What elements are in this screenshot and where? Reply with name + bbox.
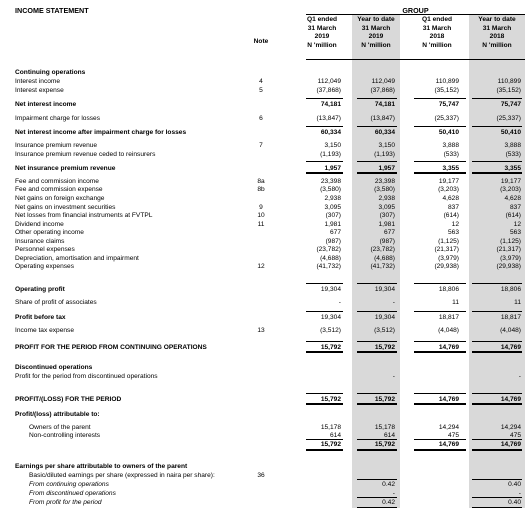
row-value: 14,769 xyxy=(438,441,459,448)
column-header-line: 2019 xyxy=(314,33,330,40)
row-value: 15,792 xyxy=(374,441,395,448)
row-label: Non-controlling interests xyxy=(29,432,101,439)
total-underline xyxy=(472,98,522,99)
row-value: (3,203) xyxy=(438,186,459,193)
row-value: - xyxy=(392,373,395,380)
row-label: Continuing operations xyxy=(15,69,86,76)
row-label: Profit for the period from discontinued operations xyxy=(15,373,158,380)
row-value: (3,979) xyxy=(500,255,521,262)
row-value: 18,817 xyxy=(438,314,459,321)
table-row xyxy=(0,245,526,254)
table-row xyxy=(0,211,526,220)
table-row xyxy=(0,462,526,471)
row-note: 8b xyxy=(257,186,265,193)
total-underline xyxy=(306,172,343,174)
total-underline xyxy=(472,172,522,174)
row-label: Net interest income xyxy=(15,101,77,108)
table-row xyxy=(0,262,526,271)
table-row xyxy=(0,440,526,449)
row-value: (3,979) xyxy=(438,255,459,262)
total-underline xyxy=(357,172,397,174)
row-label: Net insurance premium revenue xyxy=(15,165,116,172)
row-value: 3,150 xyxy=(378,142,395,149)
row-value: (25,337) xyxy=(434,115,459,122)
row-value: 15,792 xyxy=(320,441,341,448)
total-underline xyxy=(472,311,522,312)
row-label: PROFIT/(LOSS) FOR THE PERIOD xyxy=(15,396,122,403)
column-header-line: N 'million xyxy=(422,41,452,49)
row-value: 110,899 xyxy=(435,78,459,85)
row-value: 2,938 xyxy=(324,195,341,202)
row-value: 3,095 xyxy=(324,204,341,211)
row-value: (41,732) xyxy=(316,263,341,270)
column-header-line: 2018 xyxy=(489,33,505,40)
row-note: 12 xyxy=(257,263,265,270)
row-value: 12 xyxy=(513,221,521,228)
row-label: Basic/diluted earnings per share (expressed in naira per share): xyxy=(29,472,215,479)
row-value: 0.40 xyxy=(508,499,521,506)
row-value: 563 xyxy=(509,229,521,236)
total-underline xyxy=(357,341,397,342)
total-underline xyxy=(414,126,466,127)
row-value: 60,334 xyxy=(320,129,341,136)
row-label: From continuing operations xyxy=(29,481,109,488)
row-value: (25,337) xyxy=(496,115,521,122)
total-underline xyxy=(414,172,466,174)
total-underline xyxy=(306,351,343,353)
total-underline xyxy=(306,161,343,162)
row-value: 3,888 xyxy=(504,142,521,149)
total-underline xyxy=(414,311,466,312)
row-value: (614) xyxy=(443,212,459,219)
total-underline xyxy=(472,403,522,405)
row-value: 15,792 xyxy=(374,396,395,403)
row-value: (35,152) xyxy=(496,87,521,94)
table-row xyxy=(0,100,526,109)
group-underline xyxy=(306,14,525,15)
column-header-line: N 'million xyxy=(307,41,337,49)
row-value: (3,203) xyxy=(500,186,521,193)
total-underline xyxy=(306,311,343,312)
row-value: (23,782) xyxy=(316,246,341,253)
row-value: 14,294 xyxy=(438,424,459,431)
row-value: 23,398 xyxy=(320,178,341,185)
row-value: (3,512) xyxy=(374,327,395,334)
column-header-line: 2019 xyxy=(368,33,384,40)
total-underline xyxy=(414,351,466,353)
row-value: (41,732) xyxy=(370,263,395,270)
row-label: Profit/(loss) attributable to: xyxy=(15,411,100,418)
row-value: 19,304 xyxy=(320,286,341,293)
row-label: Fee and commission expense xyxy=(15,186,103,193)
row-value: (1,193) xyxy=(320,151,341,158)
row-label: Other operating income xyxy=(15,229,84,236)
row-value: (307) xyxy=(379,212,395,219)
row-value: (1,125) xyxy=(438,238,459,245)
row-value: 3,888 xyxy=(442,142,459,149)
row-value: 614 xyxy=(329,432,341,439)
total-underline xyxy=(414,403,466,405)
row-value: 15,792 xyxy=(320,344,341,351)
total-underline xyxy=(472,449,522,451)
total-underline xyxy=(414,449,466,451)
row-note: 6 xyxy=(259,115,263,122)
row-label: Net interest income after impairment charge for losses xyxy=(15,129,187,136)
column-header-line: Year to date xyxy=(478,16,516,23)
column-header-line: 31 March xyxy=(361,24,391,32)
total-underline xyxy=(472,126,522,127)
header-underline xyxy=(306,59,525,60)
table-row xyxy=(0,68,526,77)
row-value: (23,782) xyxy=(370,246,395,253)
row-value: 15,178 xyxy=(374,424,395,431)
row-label: Insurance claims xyxy=(15,238,65,245)
row-value: 74,181 xyxy=(374,101,395,108)
row-label: Profit before tax xyxy=(15,314,66,321)
row-note: 8a xyxy=(257,178,265,185)
row-label: Operating profit xyxy=(15,286,65,293)
row-label: Owners of the parent xyxy=(29,424,91,431)
row-value: 112,049 xyxy=(371,78,395,85)
row-value: 19,304 xyxy=(374,314,395,321)
row-value: (4,048) xyxy=(500,327,521,334)
row-value: 677 xyxy=(329,229,341,236)
column-header-q1-2018 xyxy=(410,16,464,50)
row-note: 11 xyxy=(257,221,265,228)
row-label: Share of profit of associates xyxy=(15,299,97,306)
column-header-line: N 'million xyxy=(361,41,391,49)
note-column-header: Note xyxy=(253,38,269,45)
table-row xyxy=(0,372,526,381)
column-header-line: 31 March xyxy=(482,24,512,32)
total-underline xyxy=(357,351,397,353)
total-underline xyxy=(357,311,397,312)
row-value: 14,294 xyxy=(500,424,521,431)
row-value: (37,868) xyxy=(370,87,395,94)
total-underline xyxy=(472,497,522,498)
row-label: Net gains on investment securities xyxy=(15,204,116,211)
row-value: (21,317) xyxy=(434,246,459,253)
row-value: - xyxy=(518,490,521,497)
total-underline xyxy=(414,98,466,99)
total-underline xyxy=(357,98,397,99)
total-underline xyxy=(472,161,522,162)
row-value: 23,398 xyxy=(374,178,395,185)
row-value: 0.40 xyxy=(508,481,521,488)
row-note: 5 xyxy=(259,87,263,94)
total-underline xyxy=(357,126,397,127)
total-underline xyxy=(472,341,522,342)
column-header-line: Q1 ended xyxy=(306,16,338,23)
row-label: Income tax expense xyxy=(15,327,75,334)
row-value: 19,304 xyxy=(374,286,395,293)
row-label: Insurance premium revenue ceded to reinsurers xyxy=(15,151,156,158)
row-label: Interest income xyxy=(15,78,61,85)
table-row xyxy=(0,410,526,419)
row-value: 18,817 xyxy=(500,314,521,321)
row-value: 15,178 xyxy=(320,424,341,431)
row-value: (533) xyxy=(505,151,521,158)
total-underline xyxy=(357,497,397,498)
row-value: 75,747 xyxy=(438,101,459,108)
table-row xyxy=(0,141,526,150)
total-underline xyxy=(306,98,343,99)
row-label: Fee and commission income xyxy=(15,178,99,185)
row-note: 4 xyxy=(259,78,263,85)
row-value: 18,806 xyxy=(438,286,459,293)
row-value: (1,125) xyxy=(500,238,521,245)
statement-title: INCOME STATEMENT xyxy=(15,6,89,15)
row-value: 614 xyxy=(383,432,395,439)
table-row xyxy=(0,298,526,307)
row-value: 50,410 xyxy=(500,129,521,136)
row-label: From profit for the period xyxy=(29,499,102,506)
row-value: 1,957 xyxy=(378,165,395,172)
row-value: 74,181 xyxy=(320,101,341,108)
row-note: 36 xyxy=(257,472,265,479)
table-row xyxy=(0,489,526,498)
total-underline xyxy=(306,126,343,127)
row-value: 3,355 xyxy=(504,165,521,172)
row-value: (1,193) xyxy=(374,151,395,158)
column-header-ytd-2018 xyxy=(470,16,524,50)
row-note: 9 xyxy=(259,204,263,211)
row-value: 4,628 xyxy=(504,195,521,202)
total-underline xyxy=(472,393,522,394)
row-value: 475 xyxy=(509,432,521,439)
row-label: Impairment charge for losses xyxy=(15,115,101,122)
row-value: (987) xyxy=(325,238,341,245)
row-label: From discontinued operations xyxy=(29,490,116,497)
row-value: (3,580) xyxy=(320,186,341,193)
row-value: - xyxy=(338,299,341,306)
row-label: Net gains on foreign exchange xyxy=(15,195,105,202)
row-value: 837 xyxy=(447,204,459,211)
row-value: (35,152) xyxy=(434,87,459,94)
total-underline xyxy=(306,283,343,284)
row-value: (3,512) xyxy=(320,327,341,334)
column-header-ytd-2019 xyxy=(349,16,403,50)
total-underline xyxy=(357,283,397,284)
row-note: 10 xyxy=(257,212,265,219)
row-value: (307) xyxy=(325,212,341,219)
row-label: Depreciation, amortisation and impairment xyxy=(15,255,139,262)
row-value: 11 xyxy=(514,299,521,306)
column-header-line: 31 March xyxy=(307,24,337,32)
total-underline xyxy=(357,393,397,394)
table-row xyxy=(0,150,526,159)
table-row xyxy=(0,285,526,294)
total-underline xyxy=(414,393,466,394)
table-row xyxy=(0,498,526,507)
row-value: - xyxy=(518,373,521,380)
row-value: - xyxy=(392,299,395,306)
column-header-line: 31 March xyxy=(422,24,452,32)
row-value: 14,769 xyxy=(500,441,521,448)
row-value: 475 xyxy=(447,432,459,439)
total-underline xyxy=(357,403,397,405)
row-value: 12 xyxy=(451,221,459,228)
row-value: 3,355 xyxy=(442,165,459,172)
row-label: Net losses from financial instruments at FVTPL xyxy=(15,212,153,219)
total-underline xyxy=(472,351,522,353)
row-value: (13,847) xyxy=(316,115,341,122)
total-underline xyxy=(472,479,522,480)
table-row xyxy=(0,194,526,203)
row-value: 19,177 xyxy=(438,178,459,185)
table-row xyxy=(0,471,526,480)
row-label: Operating expenses xyxy=(15,263,75,270)
row-label: PROFIT FOR THE PERIOD FROM CONTINUING OPERATIONS xyxy=(15,344,207,351)
total-underline xyxy=(306,341,343,342)
column-header-line: Year to date xyxy=(357,16,395,23)
row-value: (4,048) xyxy=(438,327,459,334)
total-underline xyxy=(357,479,397,480)
row-note: 13 xyxy=(257,327,265,334)
row-value: (21,317) xyxy=(496,246,521,253)
column-header-line: N 'million xyxy=(482,41,512,49)
row-value: (4,688) xyxy=(320,255,341,262)
total-underline xyxy=(414,161,466,162)
total-underline xyxy=(357,449,397,451)
row-label: Interest expense xyxy=(15,87,64,94)
row-value: 0.42 xyxy=(382,481,395,488)
row-value: 75,747 xyxy=(500,101,521,108)
column-header-q1-2019 xyxy=(295,16,349,50)
table-row xyxy=(0,77,526,86)
total-underline xyxy=(414,283,466,284)
row-value: 4,628 xyxy=(442,195,459,202)
row-value: 1,957 xyxy=(324,165,341,172)
row-value: 837 xyxy=(509,204,521,211)
row-value: 110,899 xyxy=(497,78,521,85)
table-row xyxy=(0,185,526,194)
table-row xyxy=(0,128,526,137)
row-value: (29,938) xyxy=(434,263,459,270)
row-note: 7 xyxy=(259,142,263,149)
row-value: 1,981 xyxy=(324,221,341,228)
row-value: 14,769 xyxy=(438,344,459,351)
row-value: 14,769 xyxy=(500,396,521,403)
row-value: 14,769 xyxy=(500,344,521,351)
table-row xyxy=(0,480,526,489)
row-value: 0.42 xyxy=(382,499,395,506)
row-value: 563 xyxy=(447,229,459,236)
row-value: 19,177 xyxy=(500,178,521,185)
row-label: Personnel expenses xyxy=(15,246,75,253)
row-value: 15,792 xyxy=(320,396,341,403)
row-value: 3,150 xyxy=(324,142,341,149)
row-value: 677 xyxy=(383,229,395,236)
table-row xyxy=(0,114,526,123)
row-label: Earnings per share attributable to owners of the parent xyxy=(15,463,188,470)
row-value: 112,049 xyxy=(317,78,341,85)
total-underline xyxy=(306,393,343,394)
row-value: (533) xyxy=(443,151,459,158)
row-value: 14,769 xyxy=(438,396,459,403)
row-value: 3,095 xyxy=(378,204,395,211)
row-value: 50,410 xyxy=(438,129,459,136)
table-row xyxy=(0,363,526,372)
row-value: (4,688) xyxy=(374,255,395,262)
row-value: (13,847) xyxy=(370,115,395,122)
row-label: Discontinued operations xyxy=(15,364,93,371)
total-underline xyxy=(472,283,522,284)
row-value: (29,938) xyxy=(496,263,521,270)
row-label: Dividend income xyxy=(15,221,64,228)
table-row xyxy=(0,326,526,335)
row-value: 18,806 xyxy=(500,286,521,293)
table-row xyxy=(0,313,526,322)
row-value: 15,792 xyxy=(374,344,395,351)
row-value: (987) xyxy=(379,238,395,245)
row-value: 1,981 xyxy=(378,221,395,228)
row-value: 60,334 xyxy=(374,129,395,136)
column-header-line: Q1 ended xyxy=(421,16,453,23)
table-row xyxy=(0,228,526,237)
total-underline xyxy=(357,161,397,162)
row-value: 19,304 xyxy=(320,314,341,321)
row-value: 11 xyxy=(452,299,459,306)
group-label: GROUP xyxy=(402,6,429,15)
row-value: (37,868) xyxy=(316,87,341,94)
table-row xyxy=(0,86,526,95)
column-header-line: 2018 xyxy=(429,33,445,40)
total-underline xyxy=(306,449,343,451)
row-value: (614) xyxy=(505,212,521,219)
row-value: - xyxy=(392,490,395,497)
total-underline xyxy=(414,341,466,342)
row-value: 2,938 xyxy=(378,195,395,202)
row-label: Insurance premium revenue xyxy=(15,142,98,149)
total-underline xyxy=(306,403,343,405)
row-value: (3,580) xyxy=(374,186,395,193)
